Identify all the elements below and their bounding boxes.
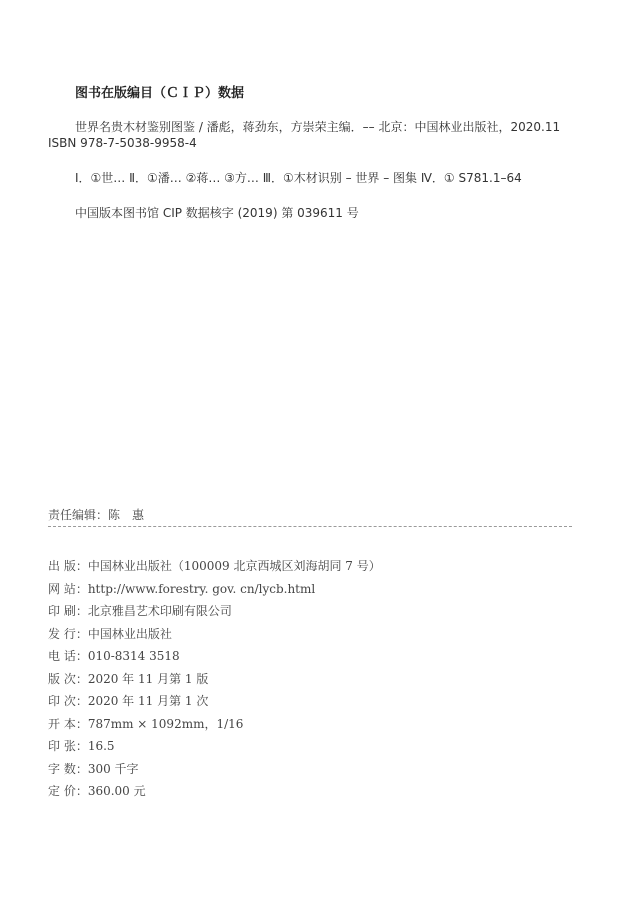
publication-info-item: 网 站：http://www.forestry. gov. cn/lycb.html [48,581,316,596]
publication-info-list [48,555,381,803]
publication-info-item: 开 本：787mm × 1092mm，1/16 [48,716,244,731]
publication-info-item: 电 话：010-8314 3518 [48,649,180,663]
cip-isbn-line: ISBN 978-7-5038-9958-4 [48,136,197,150]
publication-info-item: 出 版：中国林业出版社（100009 北京西城区刘海胡同 7 号） [48,559,381,573]
publication-info-item: 发 行：中国林业出版社 [48,626,172,641]
publication-info-item: 字 数：300 千字 [48,761,139,776]
publication-info-item: 印 次：2020 年 11 月第 1 次 [48,694,209,708]
publication-info-item: 印 张：16.5 [48,739,115,753]
publication-info-item: 印 刷：北京雅昌艺术印刷有限公司 [48,604,232,618]
cip-subject-line: Ⅰ．①世… Ⅱ．①潘… ②蒋… ③方… Ⅲ．①木材识别 – 世界 – 图集 Ⅳ．① S781.1–64 [75,171,522,185]
cip-title-responsibility-line: 世界名贵木材鉴别图鉴 / 潘彪，蒋劲东，方崇荣主编．–– 北京：中国林业出版社，2020.11 [75,120,561,134]
dashed-divider [48,526,572,527]
responsible-editor: 责任编辑：陈 惠 [48,508,145,522]
cip-title: 图书在版编目（ＣＩＰ）数据 [75,86,245,101]
cip-record-number-line: 中国版本图书馆 CIP 数据核字 (2019) 第 039611 号 [75,206,359,220]
publication-info-item: 版 次：2020 年 11 月第 1 版 [48,671,209,686]
publication-info-item: 定 价：360.00 元 [48,784,146,798]
